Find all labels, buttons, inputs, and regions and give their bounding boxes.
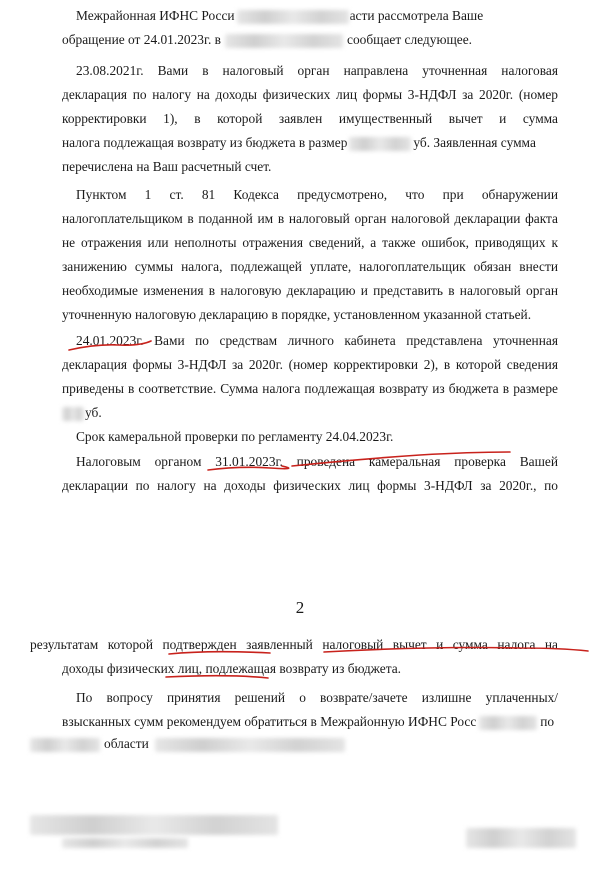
p8-line-3 bbox=[30, 736, 558, 752]
p8-line-2-start: взысканных сумм рекомендуем обратиться в Межрайонную ИФНС Росс bbox=[62, 714, 477, 729]
p4-line-1: 24.01.2023г. Вами по средствам личного кабинета представлена уточненная bbox=[76, 333, 558, 348]
p2-line-4-end: уб. Заявленная сумма bbox=[413, 135, 536, 150]
p7-line-2: доходы физических лиц, подлежащая возврату из бюджета. bbox=[62, 661, 402, 676]
p1-line-1 bbox=[76, 8, 558, 24]
p1-line-2 bbox=[62, 32, 558, 48]
p1-line-2-end: сообщает следующее. bbox=[347, 32, 472, 47]
p2-line-4-start: налога подлежащая возврату из бюджета в размер bbox=[62, 135, 348, 150]
p6-line-2: декларации по налогу на доходы физических лиц формы 3-НДФЛ за 2020г., по bbox=[62, 478, 558, 493]
p8-line-2-end: по bbox=[540, 714, 555, 729]
p2-line-3: корректировки 1), в которой заявлен имущественный вычет и сумма bbox=[62, 111, 558, 126]
page-number: 2 bbox=[295, 598, 305, 617]
signature-redaction-2 bbox=[62, 838, 188, 848]
p3-line-2: налогоплательщиком в поданной им в налоговый орган налоговой декларации факта bbox=[62, 211, 558, 226]
p1-line-1-start: Межрайонная ИФНС Росси bbox=[76, 8, 235, 23]
redaction-blur bbox=[237, 10, 349, 24]
p7-line-1: результатам которой подтвержден заявленный налоговый вычет и сумма налога на bbox=[30, 637, 558, 652]
redaction-blur bbox=[479, 716, 537, 730]
p3-line-5: необходимые изменения в налоговую декларацию и представить в налоговый орган bbox=[62, 283, 558, 298]
redaction-blur bbox=[30, 738, 100, 752]
p1-line-1-end: асти рассмотрела Ваше bbox=[349, 8, 484, 23]
redaction-blur bbox=[155, 738, 345, 752]
p8-line-1: По вопросу принятия решений о возврате/зачете излишне уплаченных/ bbox=[76, 690, 558, 705]
redaction-blur bbox=[225, 34, 343, 48]
p3-line-1: Пунктом 1 ст. 81 Кодекса предусмотрено, что при обнаружении bbox=[76, 187, 558, 202]
p6-line-1: Налоговым органом 31.01.2023г. проведена камеральная проверка Вашей bbox=[76, 454, 558, 469]
name-redaction bbox=[466, 828, 576, 848]
p8-line-2 bbox=[62, 714, 558, 730]
p5-line-1: Срок камеральной проверки по регламенту 24.04.2023г. bbox=[76, 429, 394, 444]
p3-line-4: занижению суммы налога, подлежащей уплате, налогоплательщик обязан внести bbox=[62, 259, 558, 274]
redaction-blur bbox=[349, 137, 411, 151]
p3-line-3: не отражения или неполноты отражения сведений, а также ошибок, приводящих к bbox=[62, 235, 558, 250]
p2-line-5: перечислена на Ваш расчетный счет. bbox=[62, 159, 272, 174]
signature-redaction bbox=[30, 815, 278, 835]
p4-line-4-text: уб. bbox=[85, 405, 102, 420]
p2-line-4 bbox=[62, 135, 558, 151]
p4-line-4 bbox=[62, 405, 558, 421]
p4-line-2: декларация формы 3-НДФЛ за 2020г. (номер корректировки 2), в которой сведения bbox=[62, 357, 558, 372]
p2-line-2: декларация по налогу на доходы физических лиц формы 3-НДФЛ за 2020г. (номер bbox=[62, 87, 558, 102]
p4-line-3: приведены в соответствие. Сумма налога подлежащая возврату из бюджета в размере bbox=[62, 381, 558, 396]
redaction-blur bbox=[62, 407, 84, 421]
p8-line-3-text: области bbox=[104, 736, 149, 751]
p1-line-2-start: обращение от 24.01.2023г. в bbox=[62, 32, 221, 47]
p3-line-6: уточненную налоговую декларацию в порядке, установленном указанной статьей. bbox=[62, 307, 532, 322]
p2-line-1: 23.08.2021г. Вами в налоговый орган направлена уточненная налоговая bbox=[76, 63, 558, 78]
